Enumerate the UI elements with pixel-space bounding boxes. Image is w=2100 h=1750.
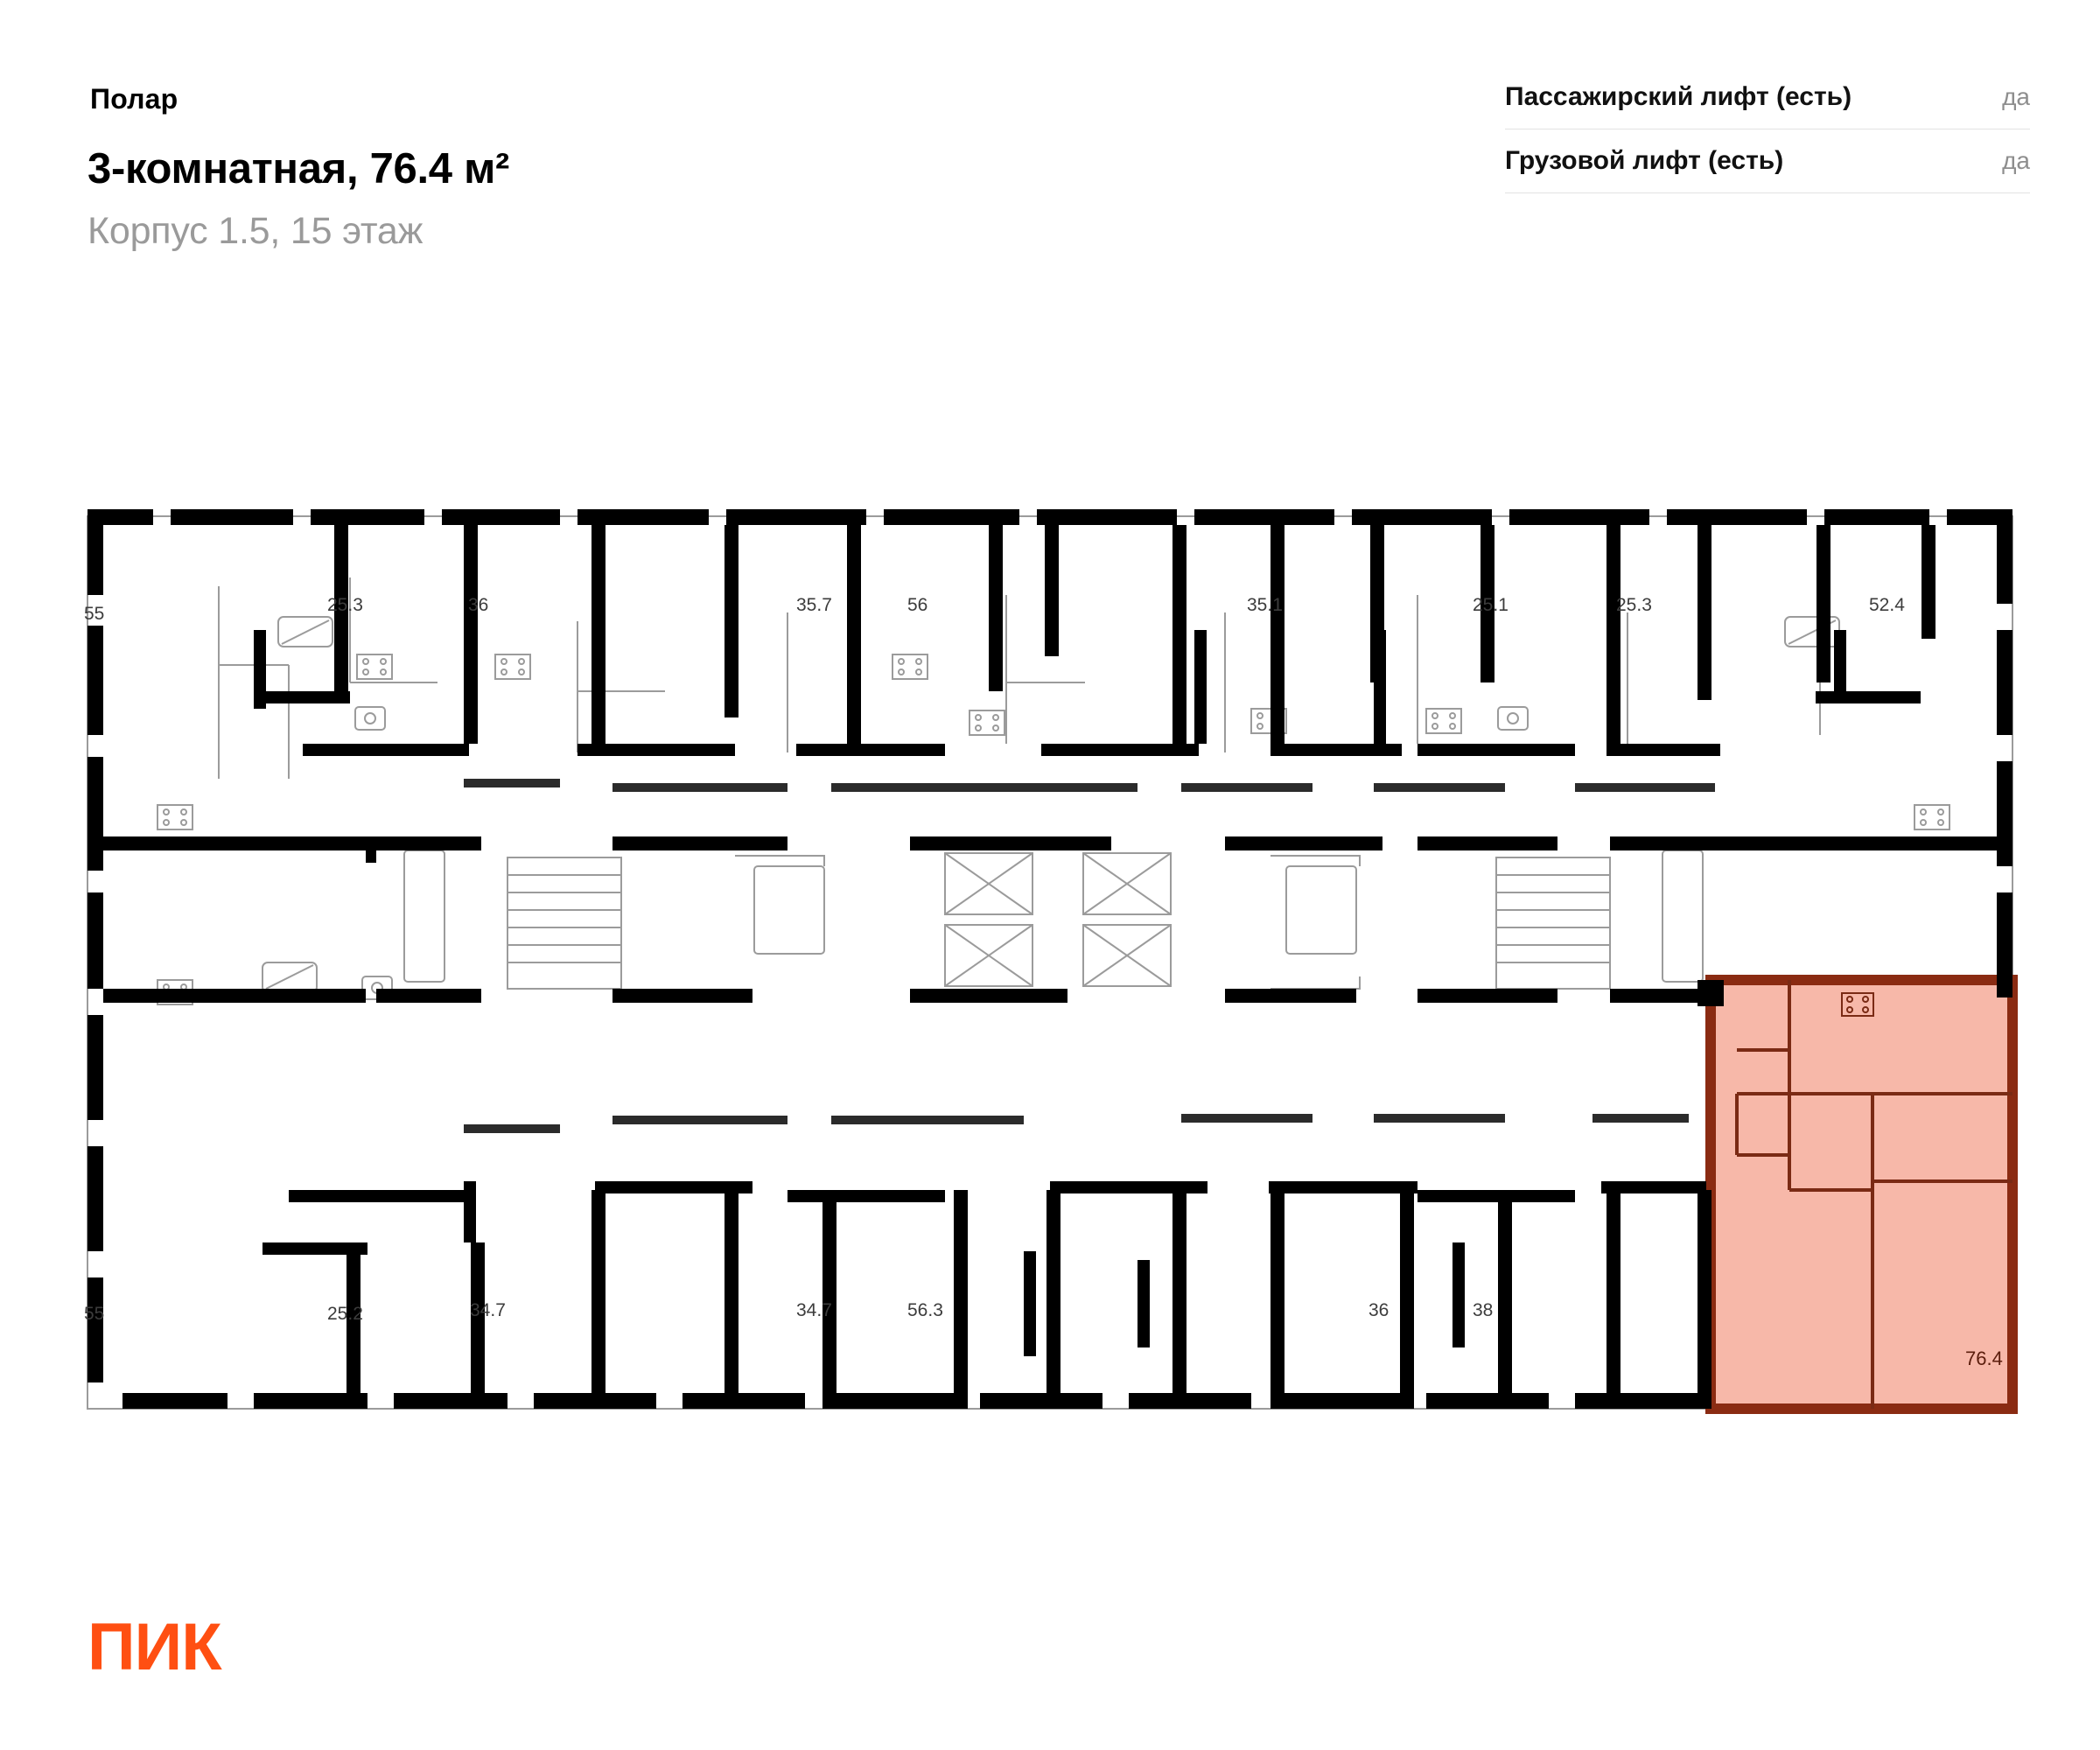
spec-row-passenger-lift	[1505, 66, 2030, 130]
spec-value: да	[2002, 147, 2030, 174]
building-core	[404, 850, 1703, 989]
balcony-rails	[464, 783, 1715, 1129]
stove-icon	[970, 710, 1004, 735]
brand-name: Полар	[90, 83, 178, 115]
bathtub-icon	[1785, 617, 1839, 647]
stove-icon	[495, 654, 530, 679]
stove-icon	[892, 654, 928, 679]
area-label: 25.3	[327, 595, 363, 615]
area-label: 34.7	[796, 1300, 832, 1320]
specs-list	[1505, 66, 2030, 193]
bathtub-icon	[278, 617, 332, 647]
area-label: 36	[1368, 1300, 1390, 1320]
area-label: 56.3	[907, 1300, 943, 1320]
selected-apartment[interactable]	[1711, 980, 2012, 1409]
spec-label: Пассажирский лифт (есть)	[1505, 82, 1852, 111]
spec-value: да	[2002, 83, 2030, 110]
area-label: 25.1	[1473, 595, 1508, 615]
sink-icon	[1498, 707, 1528, 730]
area-label: 38	[1473, 1300, 1494, 1320]
area-label: 55	[84, 1304, 105, 1324]
page-subtitle: Корпус 1.5, 15 этаж	[88, 210, 424, 252]
area-label: 34.7	[470, 1300, 506, 1320]
spec-row-cargo-lift	[1505, 130, 2030, 193]
area-label: 25.3	[1616, 595, 1652, 615]
sink-icon	[355, 707, 385, 730]
area-label: 35.7	[796, 595, 832, 615]
stove-icon	[357, 654, 392, 679]
header	[0, 0, 2100, 289]
floor-plan	[0, 490, 2100, 1435]
bathtub-icon	[262, 962, 317, 992]
stove-icon	[1426, 709, 1461, 733]
area-label: 52.4	[1869, 595, 1905, 615]
stove-icon	[158, 805, 192, 830]
page-title: 3-комнатная, 76.4 м²	[88, 145, 510, 192]
area-label: 36	[468, 595, 489, 615]
stove-icon	[1914, 805, 1950, 830]
spec-label: Грузовой лифт (есть)	[1505, 146, 1784, 175]
area-label: 55	[84, 604, 105, 624]
area-label: 35.1	[1247, 595, 1283, 615]
area-label: 25.2	[327, 1304, 363, 1324]
area-label: 56	[907, 595, 928, 615]
furniture-icons	[158, 617, 1950, 1004]
selected-area-label: 76.4	[1965, 1348, 2003, 1369]
footer	[88, 1610, 438, 1693]
pik-logo: ПИК	[88, 1610, 221, 1684]
